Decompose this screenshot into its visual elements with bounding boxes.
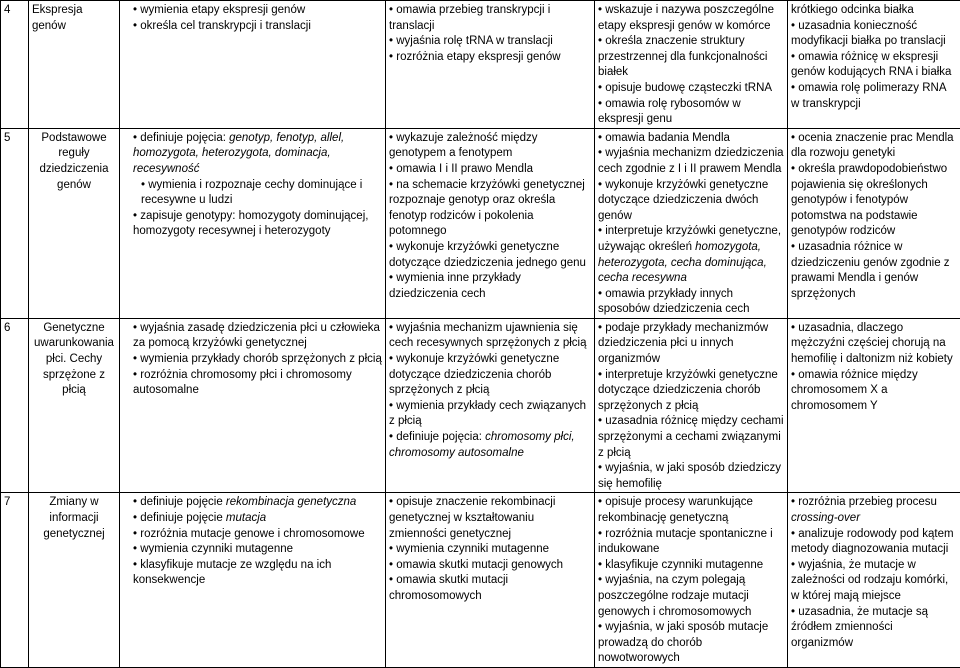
list-item: • uzasadnia różnicę między cechami sprzężonymi a cechami związanymi z płcią: [598, 414, 784, 461]
table-row: [1, 493, 960, 668]
list-item: • rozróżnia chromosomy płci i chromosomy autosomalne: [123, 368, 382, 399]
list-item-text: interpretuje krzyżówki genetyczne, używając określeń homozygota, heterozygota, cecha dominująca, cecha recesywna: [598, 225, 781, 284]
list-item: • interpretuje krzyżówki genetyczne dotyczące dziedziczenia chorób sprzężonych z płcią: [598, 368, 784, 415]
italic-term: genotyp, fenotyp, allel, homozygota, heterozygota, dominacja, recesywność: [133, 132, 344, 175]
list-item: • wyjaśnia, że mutacje w zależności od rodzaju komórki, w której mają miejsce: [791, 558, 957, 605]
requirements-cell: [120, 318, 386, 493]
list-item: • wykonuje krzyżówki genetyczne dotyczące dziedziczenia jednego genu: [389, 240, 591, 271]
list-item: • omawia rolę polimerazy RNA w transkrypcji: [791, 81, 957, 112]
list-item: • wymienia przykłady cech związanych z płcią: [389, 399, 591, 430]
row-number-text: 5: [4, 132, 10, 144]
list-item: • wymienia czynniki mutagenne: [389, 542, 591, 558]
list-item: • podaje przykłady mechanizmów dziedziczenia płci u innych organizmów: [598, 321, 784, 368]
list-item: • uzasadnia konieczność modyfikacji białka po translacji: [791, 19, 957, 50]
list-item: • klasyfikuje czynniki mutagenne: [598, 558, 784, 574]
list-item: • omawia różnicę w ekspresji genów kodujących RNA i białka: [791, 50, 957, 81]
list-item: • omawia I i II prawo Mendla: [389, 162, 591, 178]
list-item: • omawia badania Mendla: [598, 131, 784, 147]
list-item: [123, 495, 382, 511]
list-item: [123, 511, 382, 527]
row-number: [1, 493, 29, 668]
italic-term: homozygota, heterozygota, cecha dominująca, cecha recesywna: [598, 241, 767, 284]
list-item: • omawia różnice między chromosomem X a chromosomem Y: [791, 368, 957, 415]
list-item-text: definiuje pojęcie rekombinacja genetyczna: [140, 496, 356, 508]
topic-text: Genetyczne uwarunkowania płci. Cechy sprzężone z płcią: [34, 322, 114, 396]
list-item: [123, 19, 382, 35]
italic-term: chromosomy płci, chromosomy autosomalne: [389, 431, 575, 459]
list-item: • omawia przykłady innych sposobów dziedziczenia cech: [598, 287, 784, 318]
table-row: [1, 1, 960, 129]
list-item: • uzasadnia, dlaczego mężczyźni częściej chorują na hemofilię i daltonizm niż kobiety: [791, 321, 957, 368]
list-item: • omawia przebieg transkrypcji i translacji: [389, 3, 591, 34]
list-item: • na schemacie krzyżówki genetycznej rozpoznaje genotyp oraz określa fenotyp rodziców i pokolenia potomnego: [389, 178, 591, 240]
table-row: [1, 318, 960, 493]
list-item: [389, 430, 591, 461]
italic-term: mutacja: [226, 512, 266, 524]
list-item: • wymienia i rozpoznaje cechy dominujące i recesywne u ludzi: [123, 178, 382, 209]
row-number: [1, 128, 29, 318]
list-item: • ocenia znaczenie prac Mendla dla rozwoju genetyki: [791, 131, 957, 162]
topic-text: Podstawowe reguły dziedziczenia genów: [39, 132, 108, 191]
list-item: • wyjaśnia, w jaki sposób dziedziczy się hemofilię: [598, 461, 784, 492]
requirements-cell: [788, 1, 960, 129]
list-item: • wyjaśnia rolę tRNA w translacji: [389, 34, 591, 50]
topic-cell: [29, 318, 120, 493]
list-item: • wymienia inne przykłady dziedziczenia cech: [389, 271, 591, 302]
list-item: [598, 224, 784, 286]
list-item: • wymienia czynniki mutagenne: [123, 542, 382, 558]
row-number-text: 7: [4, 496, 10, 508]
topic-text: Ekspresja genów: [32, 4, 83, 32]
requirements-cell: [595, 1, 788, 129]
row-number: [1, 1, 29, 129]
list-item: • wykonuje krzyżówki genetyczne dotyczące dziedziczenia chorób sprzężonych z płcią: [389, 352, 591, 399]
requirements-cell: [595, 493, 788, 668]
list-item-text: rozróżnia przebieg procesu crossing-over: [791, 496, 937, 524]
list-item: [123, 131, 382, 178]
list-item: • wykonuje krzyżówki genetyczne dotyczące dziedziczenia dwóch genów: [598, 178, 784, 225]
requirements-cell: [120, 1, 386, 129]
list-item: • rozróżnia etapy ekspresji genów: [389, 50, 591, 66]
list-item: • analizuje rodowody pod kątem metody diagnozowania mutacji: [791, 527, 957, 558]
list-item: • wyjaśnia, w jaki sposób mutacje prowadzą do chorób nowotworowych: [598, 620, 784, 667]
requirements-cell: [386, 493, 595, 668]
list-item-text: • określa cel transkrypcji i translacji: [133, 19, 382, 35]
list-item: • określa znaczenie struktury przestrzennej dla funkcjonalności białek: [598, 34, 784, 81]
table-row: [1, 128, 960, 318]
list-item: • wyjaśnia zasadę dziedziczenia płci u człowieka za pomocą krzyżówki genetycznej: [123, 321, 382, 352]
list-item: krótkiego odcinka białka: [791, 3, 957, 19]
list-item: • uzasadnia różnice w dziedziczeniu genów zgodnie z prawami Mendla i genów sprzężonych: [791, 240, 957, 302]
list-item: • opisuje budowę cząsteczki tRNA: [598, 81, 784, 97]
topic-cell: [29, 128, 120, 318]
italic-term: rekombinacja genetyczna: [226, 496, 356, 508]
requirements-cell: [386, 1, 595, 129]
requirements-cell: [595, 128, 788, 318]
italic-term: crossing-over: [791, 512, 860, 524]
list-item: • omawia rolę rybosomów w ekspresji genu: [598, 97, 784, 128]
list-item: • opisuje procesy warunkujące rekombinację genetyczną: [598, 495, 784, 526]
requirements-cell: [120, 128, 386, 318]
list-item-text: definiuje pojęcia: genotyp, fenotyp, allel, homozygota, heterozygota, dominacja, recesywność: [133, 132, 344, 175]
list-item: • wyjaśnia mechanizm dziedziczenia cech zgodnie z I i II prawem Mendla: [598, 146, 784, 177]
requirements-cell: [595, 318, 788, 493]
list-item: • zapisuje genotypy: homozygoty dominującej, homozygoty recesywnej i heterozygoty: [123, 209, 382, 240]
list-item: • wyjaśnia mechanizm ujawnienia się cech recesywnych sprzężonych z płcią: [389, 321, 591, 352]
list-item: • wskazuje i nazywa poszczególne etapy ekspresji genów w komórce: [598, 3, 784, 34]
list-item: • określa prawdopodobieństwo pojawienia się określonych genotypów i fenotypów potomstwa na podstawie genotypów rodziców: [791, 162, 957, 240]
requirements-cell: [120, 493, 386, 668]
list-item: • omawia skutki mutacji genowych: [389, 558, 591, 574]
row-number-text: 6: [4, 322, 10, 334]
requirements-cell: [788, 318, 960, 493]
requirements-cell: [386, 318, 595, 493]
requirements-cell: [788, 128, 960, 318]
list-item: • uzasadnia, że mutacje są źródłem zmienności organizmów: [791, 605, 957, 652]
list-item: • opisuje znaczenie rekombinacji genetycznej w kształtowaniu zmienności genetycznej: [389, 495, 591, 542]
list-item: [791, 495, 957, 526]
list-item: • rozróżnia mutacje genowe i chromosomowe: [123, 527, 382, 543]
list-item-text: definiuje pojęcia: chromosomy płci, chromosomy autosomalne: [389, 431, 575, 459]
list-item: • wykazuje zależność między genotypem a fenotypem: [389, 131, 591, 162]
list-item: • rozróżnia mutacje spontaniczne i indukowane: [598, 527, 784, 558]
list-item: • wyjaśnia, na czym polegają poszczególne rodzaje mutacji genowych i chromosomowych: [598, 573, 784, 620]
row-number-text: 4: [4, 4, 10, 16]
requirements-cell: [788, 493, 960, 668]
row-number: [1, 318, 29, 493]
list-item: • wymienia przykłady chorób sprzężonych z płcią: [123, 352, 382, 368]
list-item: • omawia skutki mutacji chromosomowych: [389, 573, 591, 604]
topic-cell: [29, 493, 120, 668]
requirements-cell: [386, 128, 595, 318]
topic-text: Zmiany w informacji genetycznej: [43, 496, 104, 539]
topic-cell: [29, 1, 120, 129]
list-item-text: definiuje pojęcie mutacja: [140, 512, 266, 524]
list-item: • wymienia etapy ekspresji genów: [123, 3, 382, 19]
list-item: • klasyfikuje mutacje ze względu na ich konsekwencje: [123, 558, 382, 589]
